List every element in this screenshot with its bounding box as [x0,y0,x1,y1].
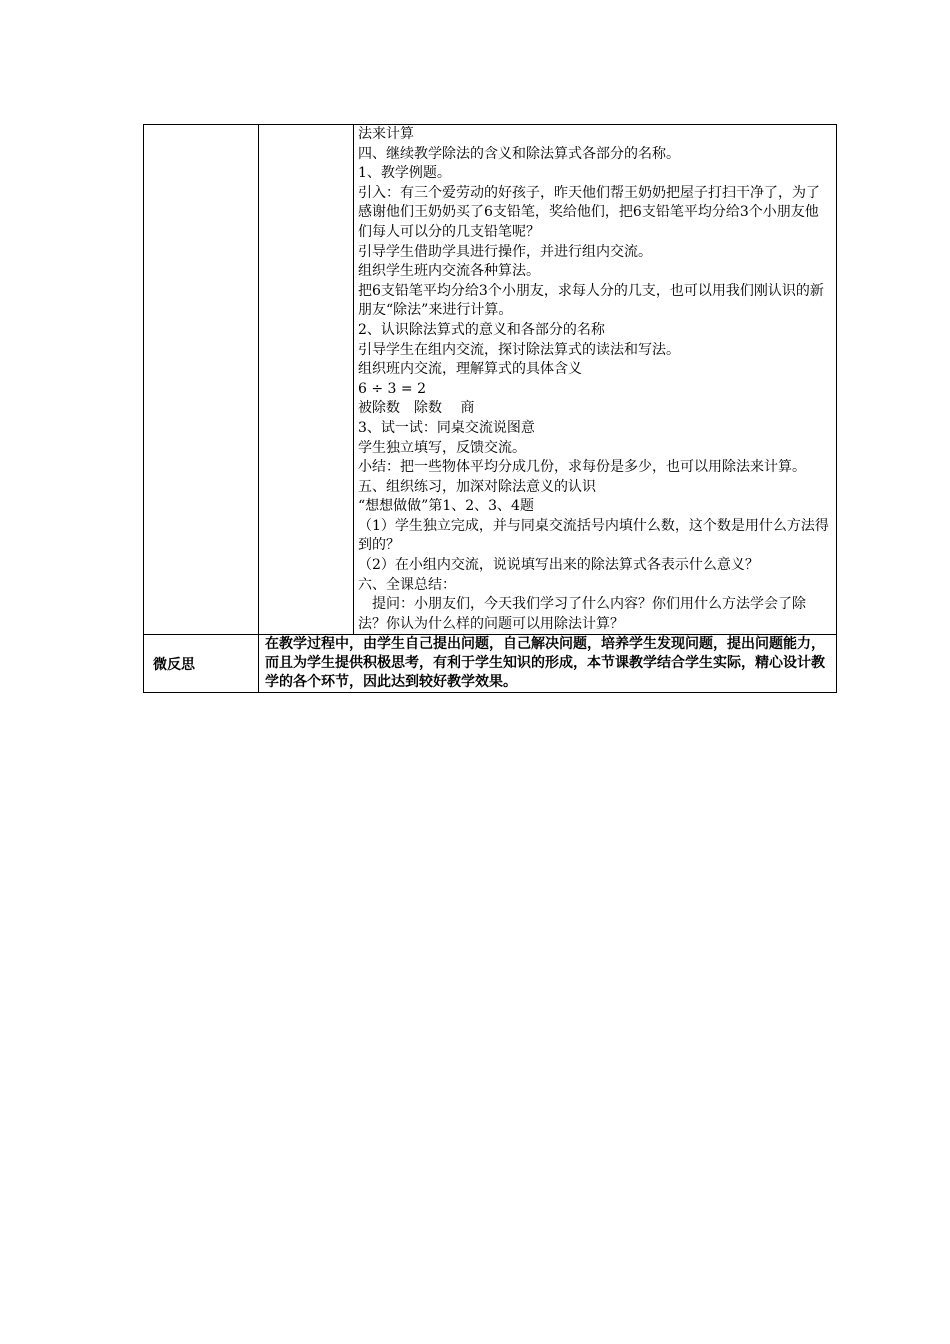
text-line: 把6支铅笔平均分给3个小朋友，求每人分的几支，也可以用我们刚认识的新朋友“除法”来进行计算。 [358,282,824,319]
teaching-process-cell [354,125,837,635]
text-line: 引导学生借助学具进行操作，并进行组内交流。 [358,243,652,260]
text-line: 法来计算 [358,126,414,142]
lesson-plan-table [143,124,837,693]
text-line: 提问：小朋友们，今天我们学习了什么内容？你们用什么方法学会了除法？你认为什么样的问题可以用除法计算？ [358,596,806,632]
text-line: 组织学生班内交流各种算法。 [358,263,540,280]
reflection-label: 微反思 [144,635,259,693]
text-line: 2、认识除法算式的意义和各部分的名称 [358,321,605,338]
table-row-reflection [144,635,837,693]
text-line: 1、教学例题。 [358,165,451,182]
text-line: 3、试一试：同桌交流说图意 [358,419,535,436]
equation-part-names: 被除数 除数 商 [358,400,475,417]
text-line: 学生独立填写，反馈交流。 [358,439,526,456]
text-line: 引入：有三个爱劳动的好孩子，昨天他们帮王奶奶把屋子打扫干净了，为了感谢他们王奶奶买了6支铅笔，奖给他们，把6支铅笔平均分给3个小朋友他们每人可以分的几支铅笔呢？ [358,184,820,240]
text-line: “想想做做”第1、2、3、4题 [358,498,534,515]
section-heading: 四、继续教学除法的含义和除法算式各部分的名称。 [358,145,680,162]
empty-cell-left [144,125,259,635]
table-row-process [144,125,837,635]
text-line: （2）在小组内交流，说说填写出来的除法算式各表示什么意义？ [358,557,759,574]
section-heading: 五、组织练习，加深对除法意义的认识 [358,478,596,495]
text-line: 引导学生在组内交流，探讨除法算式的读法和写法。 [358,341,680,358]
text-line: 组织班内交流，理解算式的具体含义 [358,361,582,378]
reflection-text: 在教学过程中，由学生自己提出问题，自己解决问题，培养学生发现问题，提出问题能力，而且为学生提供积极思考，有利于学生知识的形成，本节课教学结合学生实际，精心设计教学的各个环节，因此达到较好教学效果。 [259,635,837,693]
text-line: （1）学生独立完成，并与同桌交流括号内填什么数，这个数是用什么方法得到的？ [358,517,829,554]
division-equation: 6 ÷ 3 = 2 [358,380,426,397]
empty-cell-middle [259,125,354,635]
section-heading: 六、全课总结： [358,576,456,593]
summary-line: 小结：把一些物体平均分成几份，求每份是多少，也可以用除法来计算。 [358,459,806,476]
